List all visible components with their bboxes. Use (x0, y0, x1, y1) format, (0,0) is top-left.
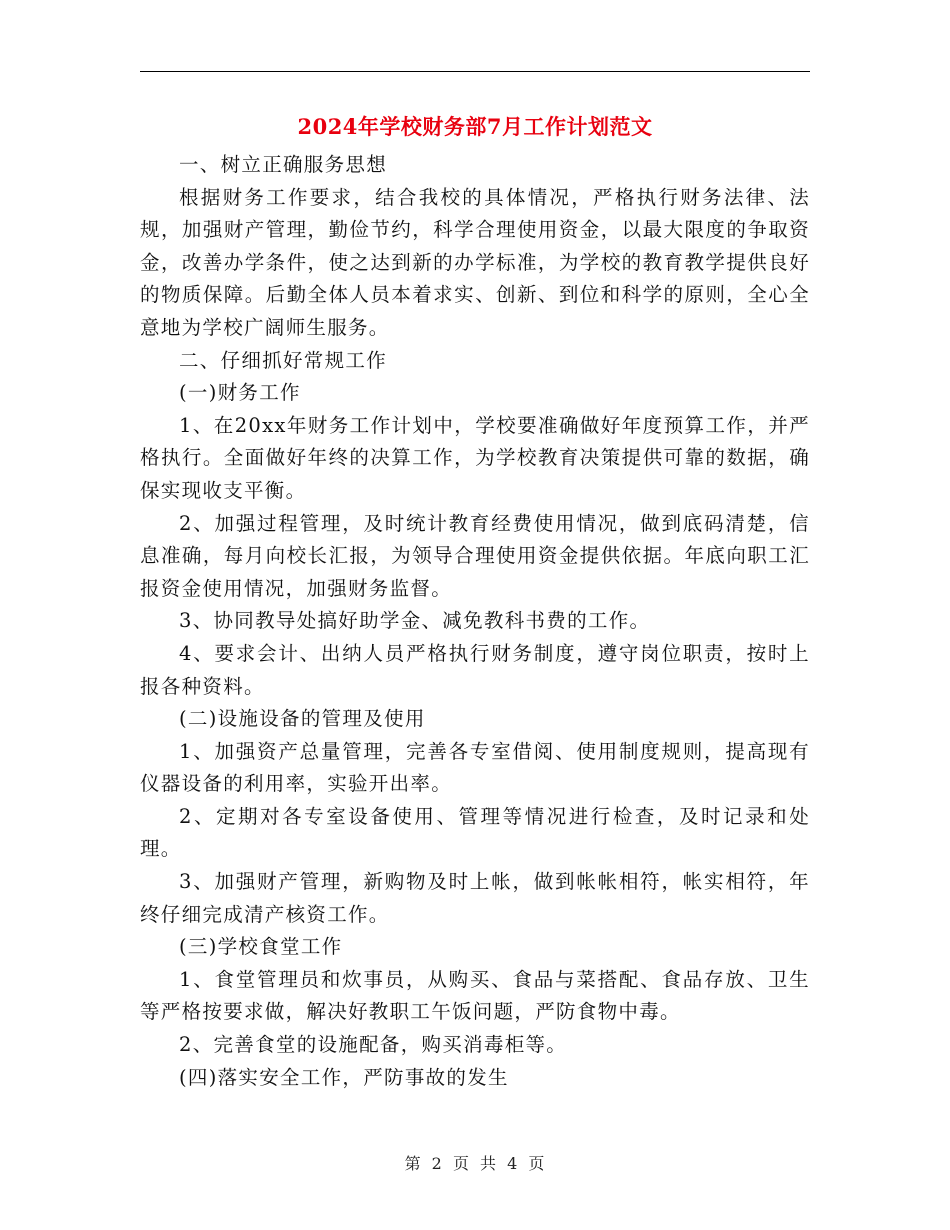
list-item: 3、加强财产管理，新购物及时上帐，做到帐帐相符，帐实相符，年终仔细完成清产核资工作。 (140, 870, 810, 926)
subsection-heading-safety: (四)落实安全工作，严防事故的发生 (179, 1065, 509, 1089)
list-item: 4、要求会计、出纳人员严格执行财务制度，遵守岗位职责，按时上报各种资料。 (140, 641, 810, 698)
list-item: 2、加强过程管理，及时统计教育经费使用情况，做到底码清楚，信息准确，每月向校长汇报，为领导合理使用资金提供依据。年底向职工汇报资金使用情况，加强财务监督。 (140, 511, 810, 600)
list-item: 1、在20xx年财务工作计划中，学校要准确做好年度预算工作，并严格执行。全面做好年终的决算工作，为学校教育决策提供可靠的数据，确保实现收支平衡。 (140, 413, 810, 502)
subsection-heading-facilities: (二)设施设备的管理及使用 (179, 707, 426, 731)
document-title: 2024年学校财务部7月工作计划范文 (297, 114, 653, 139)
subsection-heading-canteen: (三)学校食堂工作 (179, 935, 343, 959)
page-number: 第 2 页 共 4 页 (404, 1154, 546, 1173)
section-heading-1: 一、树立正确服务思想 (179, 153, 388, 176)
paragraph: 根据财务工作要求，结合我校的具体情况，严格执行财务法律、法规，加强财产管理，勤俭节约，科学合理使用资金，以最大限度的争取资金，改善办学条件，使之达到新的办学标准，为学校的教育教学提供良好的物质保障。后勤全体人员本着求实、创新、到位和科学的原则，全心全意地为学校广阔师生服务。 (140, 185, 810, 339)
list-item: 1、食堂管理员和炊事员，从购买、食品与菜搭配、食品存放、卫生等严格按要求做，解决好教职工午饭问题，严防食物中毒。 (140, 967, 810, 1024)
list-item: 3、协同教导处搞好助学金、减免教科书费的工作。 (179, 609, 651, 633)
header-rule (140, 71, 810, 72)
list-item: 2、完善食堂的设施配备，购买消毒柜等。 (179, 1033, 568, 1057)
section-heading-2: 二、仔细抓好常规工作 (179, 348, 388, 372)
list-item: 1、加强资产总量管理，完善各专室借阅、使用制度规则，提高现有仪器设备的利用率，实验开出率。 (140, 739, 810, 796)
document-body (140, 149, 810, 1094)
list-item: 2、定期对各专室设备使用、管理等情况进行检查，及时记录和处理。 (140, 804, 810, 861)
subsection-heading-finance: (一)财务工作 (179, 381, 301, 405)
